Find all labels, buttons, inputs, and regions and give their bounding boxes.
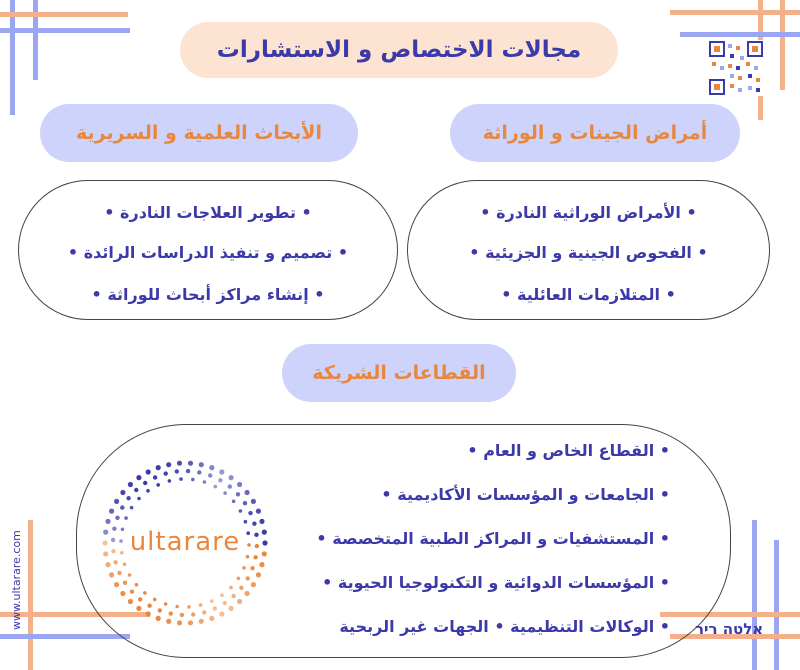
logo-dot: [199, 462, 204, 467]
logo-dot: [186, 469, 190, 473]
logo-dot: [237, 482, 242, 487]
logo-dot: [113, 560, 117, 564]
logo-dot: [245, 490, 250, 495]
logo-dot: [203, 480, 207, 484]
genetic-box: [407, 180, 770, 320]
logo-dot: [128, 599, 133, 604]
list-item: • تصميم و تنفيذ الدراسات الرائدة •: [67, 243, 349, 262]
logo-dot: [252, 522, 256, 526]
logo-dot: [166, 462, 171, 467]
logo-dot: [123, 563, 127, 567]
logo-dot: [250, 566, 254, 570]
logo-dot: [223, 601, 227, 605]
logo-dot: [109, 509, 114, 514]
qr-code-icon: [708, 40, 764, 96]
list-item: • المؤسسات الدوائية و التكنولوجيا الحيوية •: [322, 573, 670, 592]
logo-dot: [243, 501, 247, 505]
logo-dot: [236, 492, 240, 496]
research-box: [18, 180, 398, 320]
logo-dot: [124, 516, 128, 520]
logo-dot: [136, 475, 141, 480]
logo-dot: [120, 490, 125, 495]
logo-dot: [197, 470, 201, 474]
logo-dot: [136, 606, 141, 611]
logo-dot: [156, 465, 161, 470]
logo-dot: [120, 505, 124, 509]
logo-dot: [246, 576, 250, 580]
page-title: مجالات الاختصاص و الاستشارات: [180, 22, 618, 78]
logo-dot: [115, 516, 119, 520]
bullet-icon: •: [467, 441, 478, 460]
logo-dot: [138, 597, 142, 601]
bullet-icon: •: [659, 529, 670, 548]
logo-dot: [105, 519, 110, 524]
logo-dot: [232, 594, 236, 598]
logo-dot: [153, 598, 157, 602]
bullet-icon: •: [665, 285, 676, 304]
bullet-icon: •: [381, 485, 392, 504]
heading-scientific-research: الأبحاث العلمية و السريرية: [40, 104, 358, 162]
logo-dot: [259, 519, 264, 524]
brand-hebrew: אלטה ריר: [695, 620, 764, 638]
logo-dot: [166, 619, 171, 624]
list-item: • المتلازمات العائلية •: [501, 285, 676, 304]
logo-dot: [146, 469, 151, 474]
logo-dot: [156, 616, 161, 621]
logo-dot: [220, 593, 224, 597]
bullet-icon: •: [316, 529, 327, 548]
logo-dot: [137, 497, 141, 501]
logo-dot: [177, 461, 182, 466]
logo-dot: [143, 591, 147, 595]
bullet-icon: •: [501, 285, 512, 304]
bullet-icon: •: [697, 243, 708, 262]
logo-dot: [214, 485, 218, 489]
logo-dot: [164, 471, 168, 475]
logo-dot: [146, 489, 150, 493]
logo-dot: [256, 509, 261, 514]
bullet-icon: •: [659, 441, 670, 460]
logo-dot: [188, 461, 193, 466]
logo-dot: [251, 499, 256, 504]
logo-dot: [239, 509, 243, 513]
heading-genetic-diseases: أمراض الجينات و الوراثة: [450, 104, 740, 162]
logo-dot: [229, 606, 234, 611]
logo-dot: [109, 572, 114, 577]
logo-dot: [169, 611, 173, 615]
bullet-icon: •: [301, 203, 312, 222]
website-text: www.ultarare.com: [10, 530, 23, 630]
logo-dot: [228, 484, 232, 488]
heading-partner-sectors: القطاعات الشريكة: [282, 344, 516, 402]
logo-dot: [105, 562, 110, 567]
bullet-icon: •: [314, 285, 325, 304]
logo-dot: [237, 577, 241, 581]
bullet-icon: •: [659, 573, 670, 592]
logo-dot: [199, 603, 203, 607]
logo-dot: [229, 475, 234, 480]
logo-dot: [130, 506, 134, 510]
logo-text: ultarare: [129, 527, 241, 557]
logo-dot: [135, 583, 139, 587]
logo-dot: [218, 478, 222, 482]
logo-dot: [237, 599, 242, 604]
logo-dot: [191, 478, 195, 482]
bullet-icon: •: [469, 243, 480, 262]
logo-dot: [153, 475, 157, 479]
logo-dot: [114, 582, 119, 587]
logo-dot: [213, 606, 217, 610]
logo-dot: [180, 613, 184, 617]
logo-dot: [208, 473, 212, 477]
logo-dot: [191, 612, 195, 616]
bullet-icon: •: [686, 203, 697, 222]
list-item: • تطوير العلاجات النادرة •: [104, 203, 312, 222]
logo-dot: [229, 586, 233, 590]
logo-dot: [187, 605, 191, 609]
logo-dot: [179, 477, 183, 481]
logo-dot: [156, 483, 160, 487]
logo-dot: [232, 500, 236, 504]
list-item: • المستشفيات و المراكز الطبية المتخصصة •: [316, 529, 670, 548]
logo-dot: [146, 611, 151, 616]
logo-dot: [239, 586, 243, 590]
bullet-icon: •: [67, 243, 79, 262]
list-item: • القطاع الخاص و العام •: [467, 441, 670, 460]
list-item: • الجامعات و المؤسسات الأكاديمية •: [381, 485, 670, 504]
list-item: • الفحوص الجينية و الجزيئية •: [469, 243, 708, 262]
logo-dot: [175, 469, 179, 473]
logo-dot: [242, 566, 246, 570]
logo-dot: [147, 604, 151, 608]
logo-dot: [168, 479, 172, 483]
logo-dot: [223, 491, 227, 495]
logo-dot: [114, 499, 119, 504]
logo-dot: [199, 619, 204, 624]
logo-dot: [175, 605, 179, 609]
logo-dot: [128, 573, 132, 577]
logo-dot: [259, 562, 264, 567]
list-item: • إنشاء مراكز أبحاث للوراثة •: [91, 285, 325, 304]
bullet-icon: •: [322, 573, 333, 592]
list-item: • الوكالات التنظيمية • الجهات غير الربحية: [339, 617, 670, 636]
bullet-icon: •: [91, 285, 102, 304]
logo-dot: [209, 616, 214, 621]
logo-dot: [120, 591, 125, 596]
logo-dot: [248, 511, 252, 515]
logo-dot: [130, 590, 134, 594]
logo-dot: [143, 481, 147, 485]
logo-dot: [123, 581, 127, 585]
logo-dot: [244, 520, 248, 524]
logo-dot: [177, 620, 182, 625]
logo-dot: [245, 591, 250, 596]
logo-dot: [117, 571, 121, 575]
bullet-icon: •: [659, 617, 670, 636]
logo-dot: [134, 488, 138, 492]
logo-dot: [188, 620, 193, 625]
list-item: • الأمراض الوراثية النادرة •: [480, 203, 697, 222]
logo-dot: [219, 469, 224, 474]
logo-dot: [128, 482, 133, 487]
logo-dot: [210, 599, 214, 603]
logo-dot: [158, 608, 162, 612]
logo-dot: [256, 572, 261, 577]
bullet-icon: •: [337, 243, 349, 262]
logo-dot: [126, 496, 130, 500]
logo-dot: [219, 611, 224, 616]
bullet-icon: •: [480, 203, 491, 222]
logo-dot: [164, 602, 168, 606]
logo-dot: [202, 610, 206, 614]
bullet-icon: •: [104, 203, 115, 222]
logo-dot: [209, 465, 214, 470]
bullet-icon: •: [659, 485, 670, 504]
logo-dot: [251, 582, 256, 587]
